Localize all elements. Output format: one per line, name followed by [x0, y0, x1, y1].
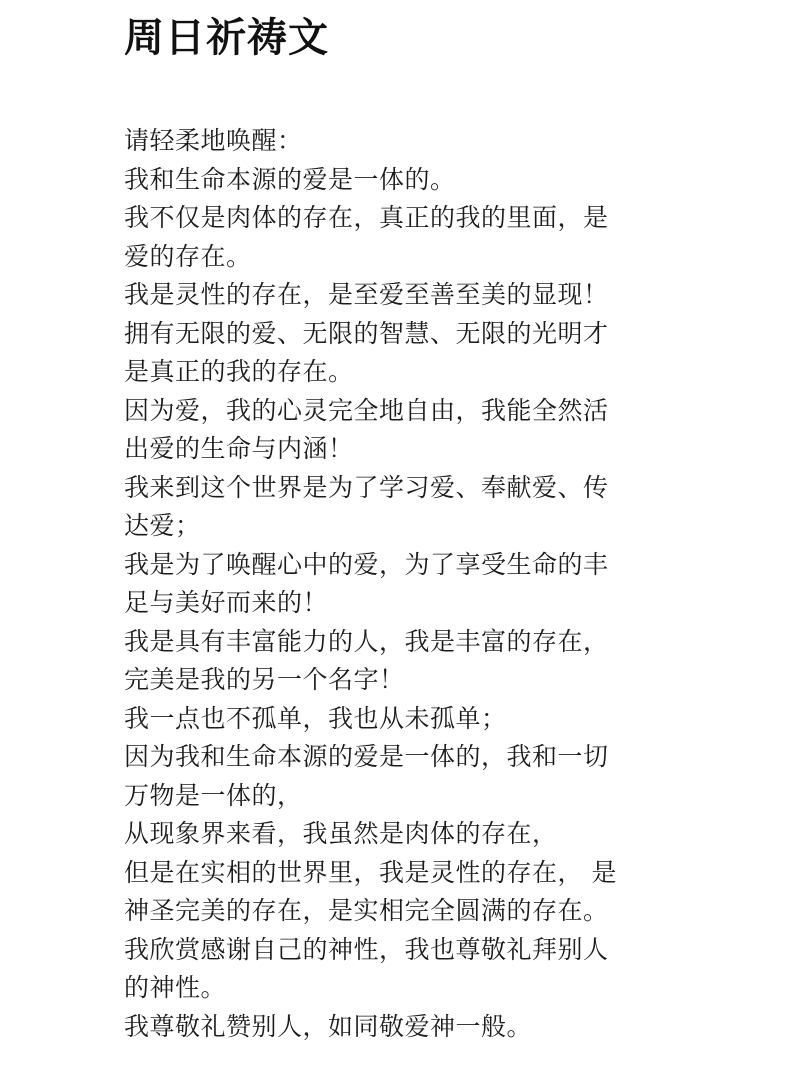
text-line: 我一点也不孤单，我也从未孤单；: [124, 703, 507, 733]
text-line: 出爱的生命与内涵！: [124, 434, 354, 463]
text-line: 但是在实相的世界里，我是灵性的存在， 是: [124, 857, 617, 887]
text-line: 因为我和生命本源的爱是一体的，我和一切: [124, 742, 609, 771]
text-line: 因为爱，我的心灵完全地自由，我能全然活: [124, 395, 609, 425]
text-line: 完美是我的另一个名字！: [124, 665, 405, 694]
text-line: 爱的存在。: [124, 241, 252, 271]
text-line: 从现象界来看，我虽然是肉体的存在，: [124, 819, 558, 848]
text-line: 万物是一体的，: [124, 780, 303, 810]
text-line: 我是为了唤醒心中的爱，为了享受生命的丰: [124, 549, 609, 579]
page-title: 周日祈祷文: [124, 15, 329, 61]
text-line: 我不仅是肉体的存在，真正的我的里面，是: [124, 203, 609, 232]
text-line: 的神性。: [124, 973, 227, 1002]
text-line: 达爱；: [124, 511, 201, 540]
text-line: 我是具有丰富能力的人，我是丰富的存在，: [124, 626, 609, 656]
text-line: 我尊敬礼赞别人，如同敬爱神一般。: [124, 1011, 533, 1041]
text-line: 神圣完美的存在，是实相完全圆满的存在。: [124, 896, 609, 925]
text-line: 是真正的我的存在。: [124, 357, 354, 386]
text-line: 我是灵性的存在，是至爱至善至美的显现！: [124, 280, 609, 309]
text-line: 我来到这个世界是为了学习爱、奉献爱、传: [124, 472, 609, 502]
prayer-text: [124, 122, 760, 1046]
text-line: 我欣赏感谢自己的神性，我也尊敬礼拜别人: [124, 934, 609, 964]
text-line: 拥有无限的爱、无限的智慧、无限的光明才: [124, 318, 609, 348]
text-line: 足与美好而来的！: [124, 588, 329, 617]
text-line: 请轻柔地唤醒：: [124, 126, 303, 155]
text-line: 我和生命本源的爱是一体的。: [124, 164, 456, 194]
